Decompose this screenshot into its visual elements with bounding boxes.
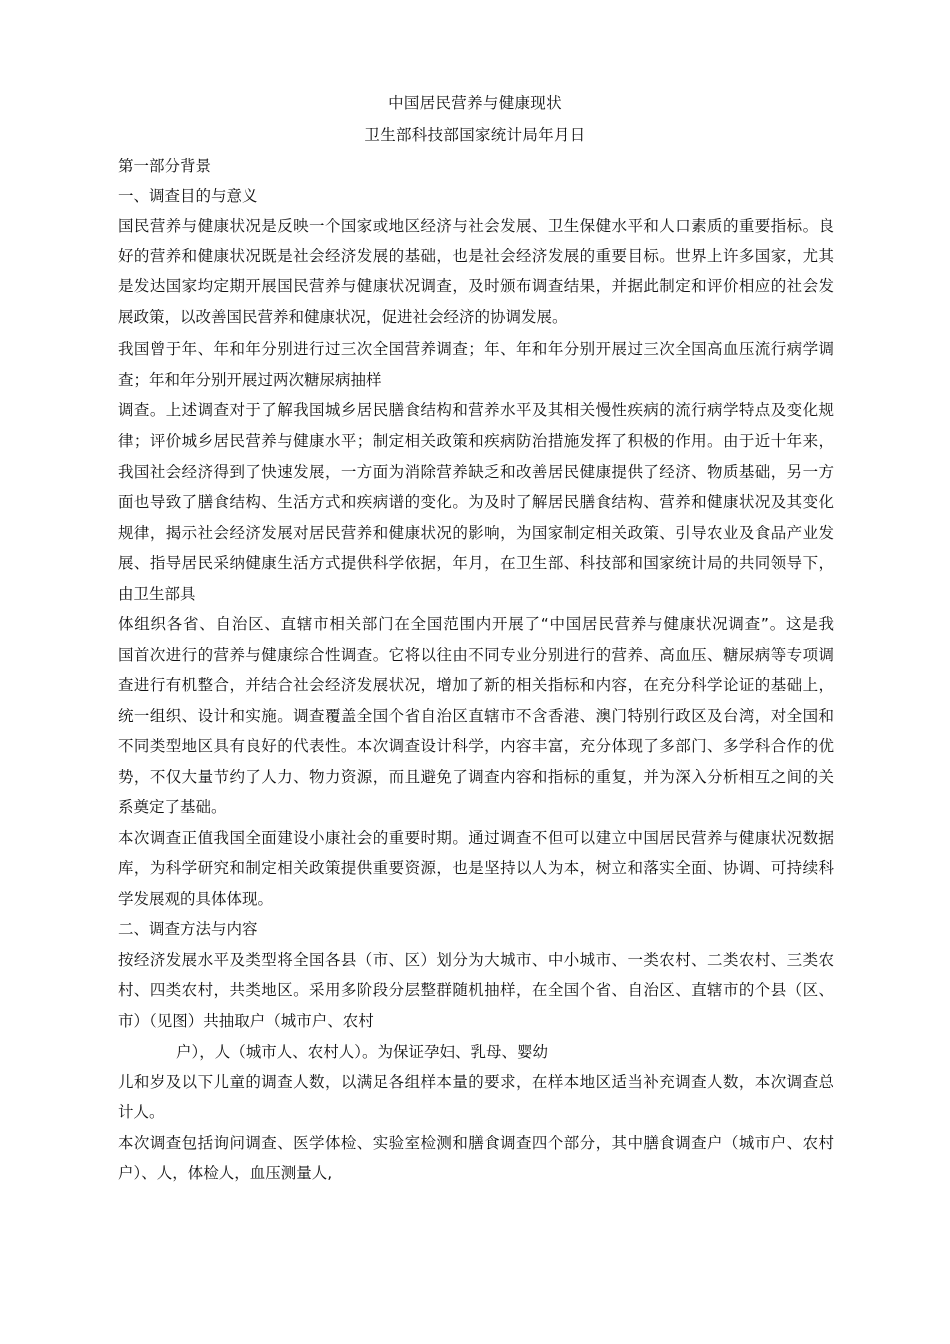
paragraph-line: 好的营养和健康状况既是社会经济发展的基础，也是社会经济发展的重要目标。世界上许多国家，尤其 bbox=[118, 247, 834, 265]
paragraph-line: 学发展观的具体体现。 bbox=[118, 890, 274, 908]
paragraph-line: 规律，揭示社会经济发展对居民营养和健康状况的影响，为国家制定相关政策、引导农业及食品产业发 bbox=[118, 524, 834, 542]
document-title: 中国居民营养与健康现状 bbox=[388, 94, 562, 112]
paragraph-line: 国首次进行的营养与健康综合性调查。它将以往由不同专业分别进行的营养、高血压、糖尿病等专项调 bbox=[118, 646, 834, 664]
paragraph-line: 体组织各省、自治区、直辖市相关部门在全国范围内开展了“中国居民营养与健康状况调查”。这是我 bbox=[118, 615, 834, 633]
section-heading: 第一部分背景 bbox=[118, 157, 212, 175]
paragraph-line: 村、四类农村，共类地区。采用多阶段分层整群随机抽样，在全国个省、自治区、直辖市的个县（区、 bbox=[118, 981, 834, 999]
paragraph-line: 儿和岁及以下儿童的调查人数，以满足各组样本量的要求，在样本地区适当补充调查人数，本次调查总 bbox=[118, 1073, 834, 1091]
paragraph-line: 势，不仅大量节约了人力、物力资源，而且避免了调查内容和指标的重复，并为深入分析相互之间的关 bbox=[118, 768, 834, 786]
paragraph-line: 查进行有机整合，并结合社会经济发展状况，增加了新的相关指标和内容，在充分科学论证的基础上， bbox=[118, 676, 834, 694]
paragraph-line: 是发达国家均定期开展国民营养与健康状况调查，及时颁布调查结果，并据此制定和评价相应的社会发 bbox=[118, 277, 834, 295]
subsection-heading: 二、调查方法与内容 bbox=[118, 920, 258, 938]
paragraph-line: 由卫生部具 bbox=[118, 585, 196, 603]
paragraph-line: 我国曾于年、年和年分别进行过三次全国营养调查；年、年和年分别开展过三次全国高血压流行病学调 bbox=[118, 340, 834, 358]
paragraph-line: 展政策，以改善国民营养和健康状况，促进社会经济的协调发展。 bbox=[118, 308, 568, 326]
paragraph-line: 律；评价城乡居民营养与健康水平；制定相关政策和疾病防治措施发挥了积极的作用。由于近十年来， bbox=[118, 432, 834, 450]
paragraph-line: 本次调查包括询问调查、医学体检、实验室检测和膳食调查四个部分，其中膳食调查户（城市户、农村 bbox=[118, 1134, 834, 1152]
paragraph-line: 系奠定了基础。 bbox=[118, 798, 227, 816]
paragraph-line: 本次调查正值我国全面建设小康社会的重要时期。通过调查不但可以建立中国居民营养与健康状况数据 bbox=[118, 829, 834, 847]
document-subtitle: 卫生部科技部国家统计局年月日 bbox=[364, 126, 586, 144]
paragraph-line-indented: 户），人（城市人、农村人）。为保证孕妇、乳母、婴幼 bbox=[176, 1043, 549, 1061]
subsection-heading: 一、调查目的与意义 bbox=[118, 187, 258, 205]
paragraph-line: 市）（见图）共抽取户（城市户、农村 bbox=[118, 1012, 374, 1030]
paragraph-line: 我国社会经济得到了快速发展，一方面为消除营养缺乏和改善居民健康提供了经济、物质基础，另一方 bbox=[118, 463, 834, 481]
paragraph-line: 不同类型地区具有良好的代表性。本次调查设计科学，内容丰富，充分体现了多部门、多学科合作的优 bbox=[118, 737, 834, 755]
paragraph-line: 查；年和年分别开展过两次糖尿病抽样 bbox=[118, 371, 382, 389]
paragraph-line: 库，为科学研究和制定相关政策提供重要资源，也是坚持以人为本，树立和落实全面、协调、可持续科 bbox=[118, 859, 834, 877]
paragraph-line: 户）、人，体检人，血压测量人, bbox=[118, 1164, 333, 1182]
paragraph-line: 统一组织、设计和实施。调查覆盖全国个省自治区直辖市不含香港、澳门特别行政区及台湾，对全国和 bbox=[118, 707, 834, 725]
paragraph-line: 按经济发展水平及类型将全国各县（市、区）划分为大城市、中小城市、一类农村、二类农村、三类农 bbox=[118, 951, 834, 969]
paragraph-line: 调查。上述调查对于了解我国城乡居民膳食结构和营养水平及其相关慢性疾病的流行病学特点及变化规 bbox=[118, 401, 834, 419]
paragraph-line: 面也导致了膳食结构、生活方式和疾病谱的变化。为及时了解居民膳食结构、营养和健康状况及其变化 bbox=[118, 493, 834, 511]
paragraph-line: 计人。 bbox=[118, 1103, 165, 1121]
paragraph-line: 国民营养与健康状况是反映一个国家或地区经济与社会发展、卫生保健水平和人口素质的重要指标。良 bbox=[118, 217, 834, 235]
paragraph-line: 展、指导居民采纳健康生活方式提供科学依据，年月，在卫生部、科技部和国家统计局的共同领导下， bbox=[118, 554, 834, 572]
